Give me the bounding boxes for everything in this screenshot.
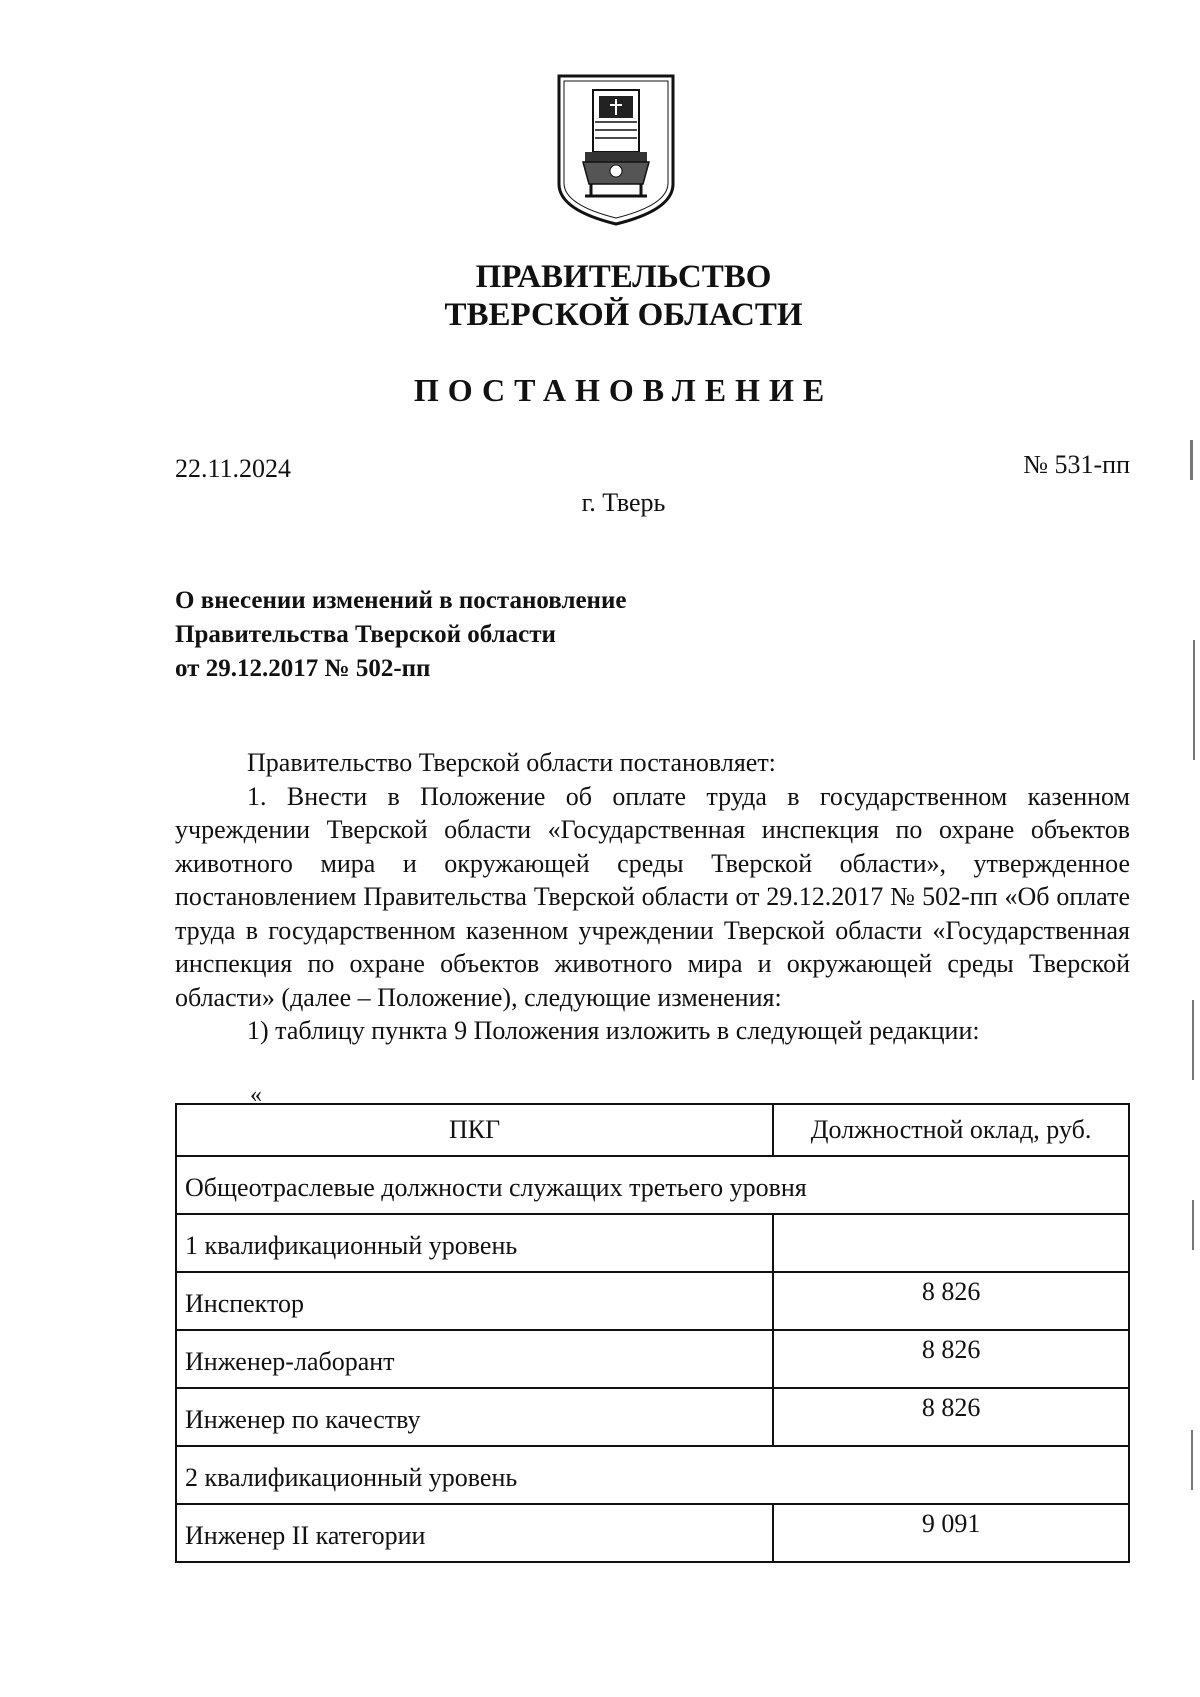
- table-row: [176, 1504, 1129, 1562]
- column-header-salary: Должностной оклад, руб.: [773, 1104, 1129, 1156]
- table-row: [176, 1330, 1129, 1388]
- document-subject: [175, 584, 626, 686]
- org-name-line1: ПРАВИТЕЛЬСТВО: [475, 259, 772, 295]
- salary-value: 8 826: [773, 1330, 1129, 1388]
- document-date: 22.11.2024: [175, 454, 292, 483]
- scan-artifact: [1193, 640, 1195, 760]
- position-name: Инженер-лаборант: [176, 1330, 773, 1388]
- salary-value: 8 826: [773, 1272, 1129, 1330]
- subject-line3: от 29.12.2017 № 502-пп: [175, 655, 431, 682]
- org-name-line2: ТВЕРСКОЙ ОБЛАСТИ: [444, 297, 803, 333]
- level-label: 1 квалификационный уровень: [176, 1214, 773, 1272]
- position-name: Инженер II категории: [176, 1504, 773, 1562]
- item-1-paragraph: 1. Внести в Положение об оплате труда в государственном казенном учреждении Тверской области «Государственная инспекция по охране объектов животного мира и окружающей среды Тверской области», утвержденное постановлением Правительства Тверской области от 29.12.2017 № 502-пп «Об оплате труда в государственном казенном учреждении Тверской области «Государственная инспекция по охране объектов животного мира и окружающей среды Тверской области» (далее – Положение), следующие изменения:: [175, 781, 1130, 1012]
- preamble-paragraph: Правительство Тверской области постановляет:: [247, 748, 776, 777]
- document-body: [175, 746, 1130, 1048]
- opening-quote-mark: «: [250, 1082, 262, 1108]
- table-row: [176, 1272, 1129, 1330]
- scan-artifact: [1192, 1200, 1194, 1250]
- government-title: [0, 258, 1200, 334]
- salary-table: [175, 1103, 1130, 1563]
- document-number: № 531-пп: [1023, 450, 1130, 479]
- coat-of-arms-emblem: [555, 72, 677, 228]
- column-header-pkg: ПКГ: [176, 1104, 773, 1156]
- table-row: [176, 1388, 1129, 1446]
- salary-value: 8 826: [773, 1388, 1129, 1446]
- position-name: Инженер по качеству: [176, 1388, 773, 1446]
- group-label: Общеотраслевые должности служащих третьего уровня: [176, 1156, 1129, 1214]
- document-city: г. Тверь: [581, 488, 666, 517]
- empty-cell: [773, 1214, 1129, 1272]
- subject-line1: О внесении изменений в постановление: [175, 587, 627, 614]
- level-label: 2 квалификационный уровень: [176, 1446, 1129, 1504]
- level-row: [176, 1446, 1129, 1504]
- scan-artifact: [1190, 440, 1193, 480]
- document-type: ПОСТАНОВЛЕНИЕ: [413, 372, 834, 408]
- scan-artifact: [1191, 1430, 1193, 1490]
- position-name: Инспектор: [176, 1272, 773, 1330]
- subject-line2: Правительства Тверской области: [175, 621, 556, 648]
- salary-value: 9 091: [773, 1504, 1129, 1562]
- subitem-1-paragraph: 1) таблицу пункта 9 Положения изложить в следующей редакции:: [247, 1016, 980, 1045]
- scan-artifact: [1192, 1000, 1194, 1080]
- level-row: [176, 1214, 1129, 1272]
- table-header-row: [176, 1104, 1129, 1156]
- group-row: [176, 1156, 1129, 1214]
